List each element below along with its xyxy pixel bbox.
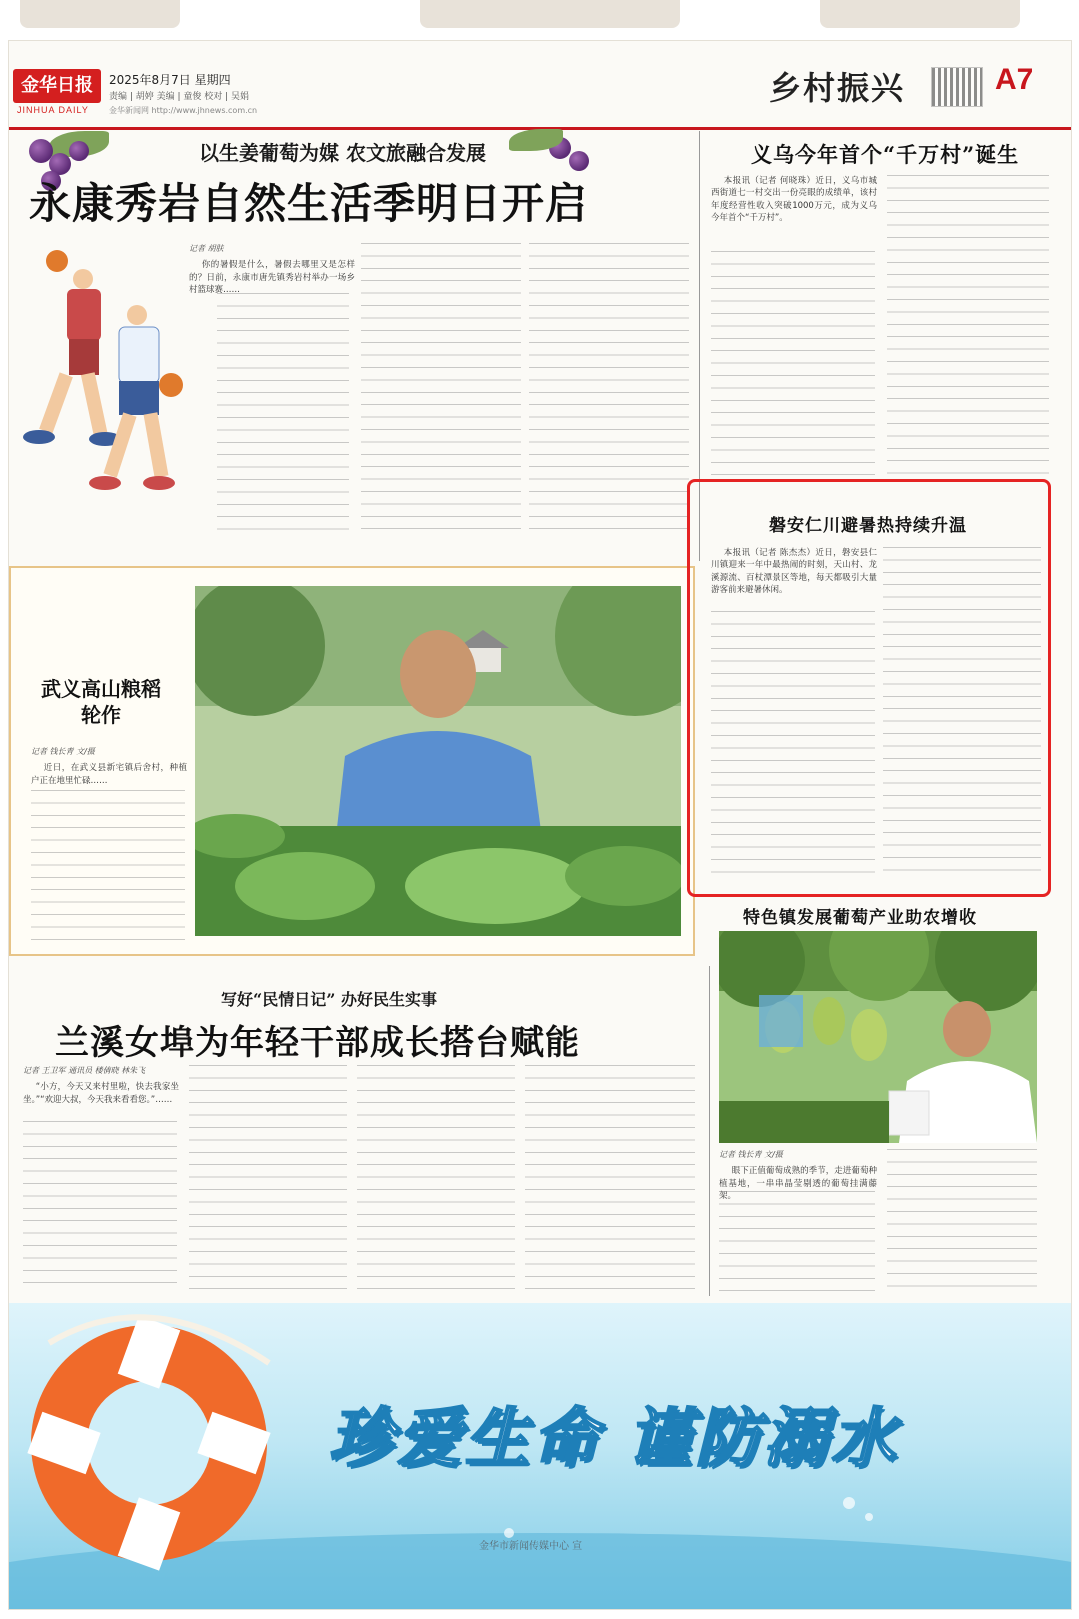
newspaper-logo: 金华日报 xyxy=(13,69,101,103)
text-lines xyxy=(711,251,875,475)
banner-slogan: 珍爱生命 谨防溺水 xyxy=(329,1401,900,1476)
farmer-photo xyxy=(195,586,681,936)
story-headline: 义乌今年首个“千万村”诞生 xyxy=(751,142,1020,167)
website-line: 金华新闻网 http://www.jhnews.com.cn xyxy=(109,106,258,115)
basketball-icon xyxy=(159,373,183,397)
newspaper-page xyxy=(8,40,1072,1610)
grape-decoration xyxy=(69,141,89,161)
story-headline: 特色镇发展葡萄产业助农增收 xyxy=(743,908,977,928)
story-wuyi xyxy=(9,566,695,956)
top-bleed-shape xyxy=(820,0,1020,28)
grape-decoration xyxy=(569,151,589,171)
banner-credit: 金华市新闻传媒中心 宣 xyxy=(479,1541,583,1552)
story-lead: 本报讯（记者 陈杰杰）近日，磐安县仁川镇迎来一年中最热闹的时刻，天山村、龙溪源流、百杖潭景区等地，每天都吸引大量游客前来避暑休闲。 xyxy=(711,548,877,596)
story-headline: 兰溪女埠为年轻干部成长搭台赋能 xyxy=(55,1023,580,1063)
text-lines xyxy=(357,1065,515,1293)
story-lead: 近日，在武义县新宅镇后舍村，种植户正在地里忙碌…… xyxy=(31,763,187,786)
text-lines xyxy=(361,243,521,533)
text-lines xyxy=(529,243,689,533)
masthead xyxy=(9,61,1072,131)
story-headline: 永康秀岩自然生活季明日开启 xyxy=(29,179,589,228)
story-lead: 你的暑假是什么，暑假去哪里又是怎样的？日前，永康市唐先镇秀岩村举办一场乡村篮球赛…… xyxy=(189,260,355,296)
story-byline: 记者 钱长青 文/摄 xyxy=(719,1150,783,1159)
text-lines xyxy=(719,1191,875,1295)
text-lines xyxy=(525,1065,695,1293)
story-lead: “小方，今天又来村里啦，快去我家坐坐。”“欢迎大叔，今天我来看看您。”…… xyxy=(23,1082,179,1105)
story-lead: 眼下正值葡萄成熟的季节，走进葡萄种植基地，一串串晶莹剔透的葡萄挂满藤架。 xyxy=(719,1166,877,1202)
basketball-players-illustration xyxy=(9,231,189,521)
text-lines xyxy=(887,1149,1037,1295)
top-bleed-shape xyxy=(20,0,180,28)
story-byline: 记者 王卫军 通讯员 楼倩晓 林朱飞 xyxy=(23,1066,146,1075)
story-lead: 本报讯（记者 何晓珠）近日，义乌市城西街道七一村交出一份亮眼的成绩单，该村年度经营性收入突破1000万元，成为义乌今年首个“千万村”。 xyxy=(711,176,877,224)
text-lines xyxy=(189,1065,347,1293)
text-lines xyxy=(23,1121,177,1293)
text-lines xyxy=(31,790,185,940)
story-headline: 磐安仁川避暑热持续升温 xyxy=(769,516,967,536)
column-rule xyxy=(709,966,710,1296)
safety-banner xyxy=(9,1303,1072,1610)
story-kicker: 以生姜葡萄为媒 农文旅融合发展 xyxy=(199,141,486,165)
highlight-box xyxy=(687,479,1051,897)
text-lines xyxy=(887,175,1049,475)
story-byline: 记者 钱长青 文/摄 xyxy=(31,747,95,756)
story-headline: 武义高山粮稻轮作 xyxy=(41,677,161,727)
editor-credits: 责编 | 胡婷 美编 | 童俊 校对 | 吴娟 xyxy=(109,92,249,102)
basketball-icon xyxy=(46,250,68,272)
story-byline: 记者 胡肤 xyxy=(189,244,224,253)
top-bleed-shape xyxy=(420,0,680,28)
section-title: 乡村振兴 xyxy=(769,69,906,107)
text-lines xyxy=(217,293,349,533)
grape-grower-photo xyxy=(719,931,1037,1143)
top-strip xyxy=(0,0,1079,40)
page-number: A7 xyxy=(995,63,1034,96)
qr-code-icon xyxy=(931,67,983,107)
story-kicker: 写好“民情日记” 办好民生实事 xyxy=(221,990,437,1009)
newspaper-logo-en: JINHUA DAILY xyxy=(17,105,89,115)
issue-date: 2025年8月7日 星期四 xyxy=(109,73,231,87)
